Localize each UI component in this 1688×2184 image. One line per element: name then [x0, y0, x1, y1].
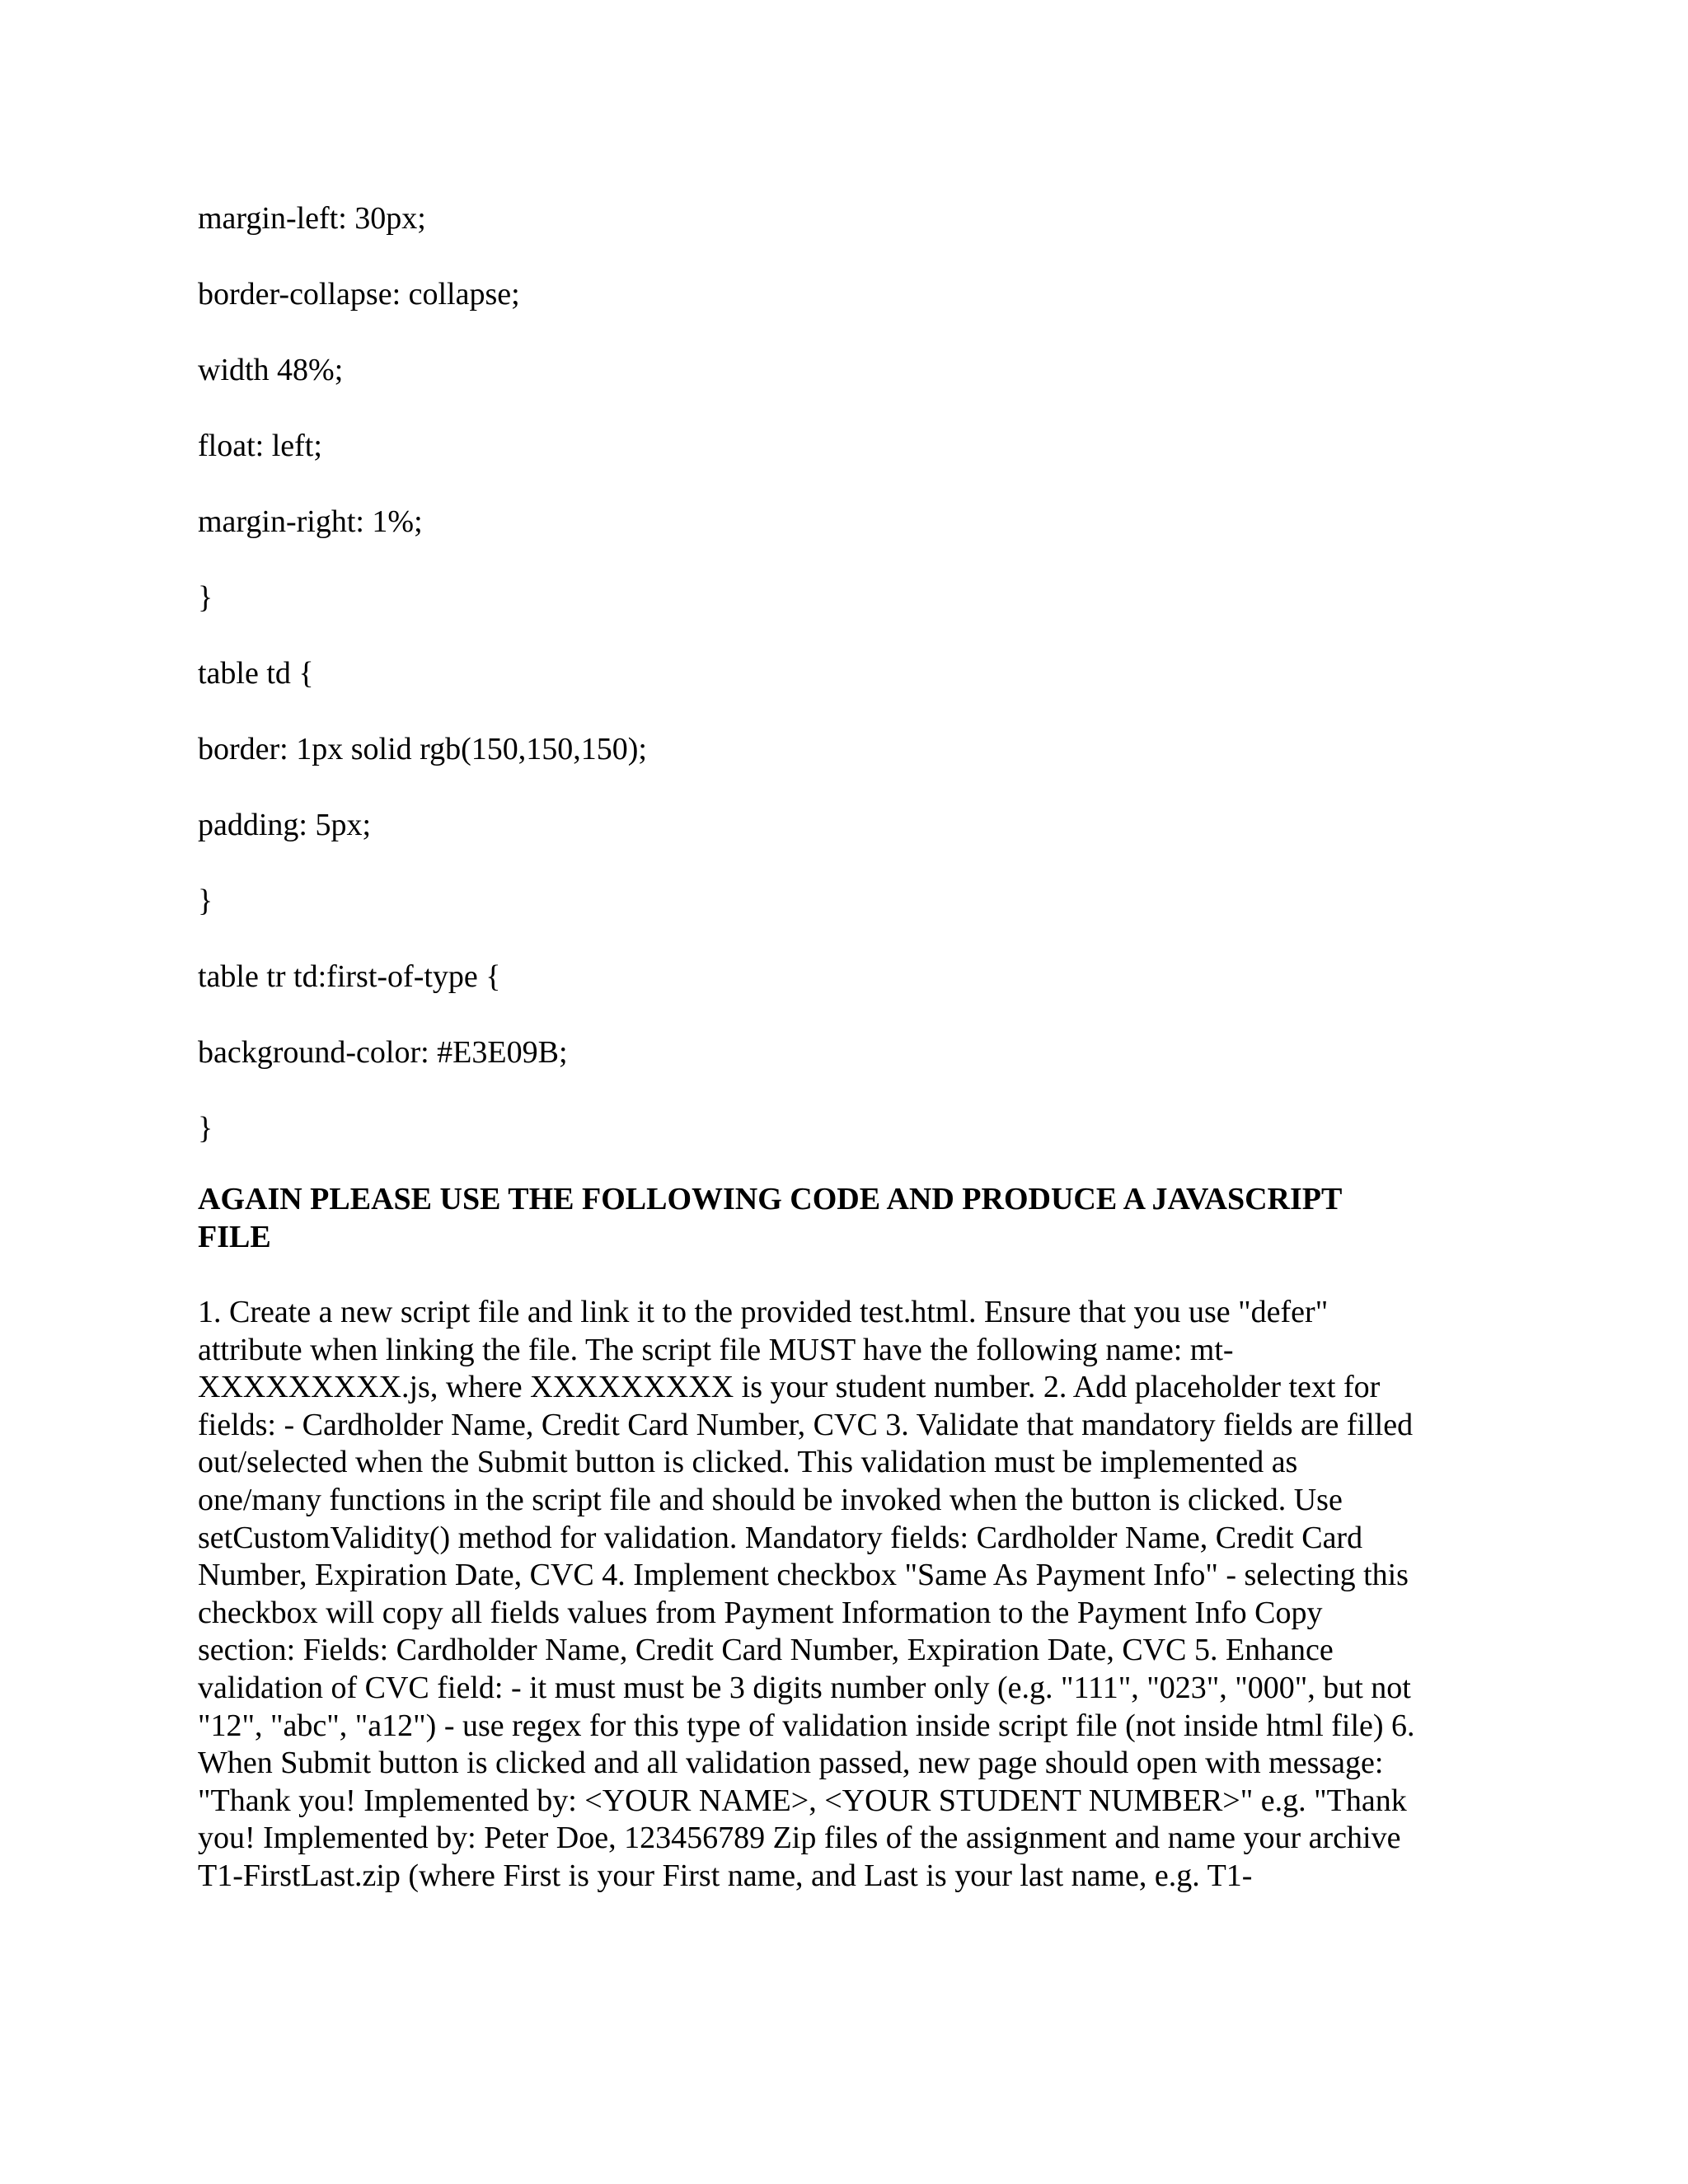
paragraph-line: 1. Create a new script file and link it to the provided test.html. Ensure that you use "defer" — [198, 1295, 1329, 1329]
paragraph-line: setCustomValidity() method for validation. Mandatory fields: Cardholder Name, Credit Card — [198, 1520, 1363, 1555]
code-line: } — [198, 1111, 213, 1146]
section-heading — [198, 1180, 1484, 1256]
code-line: border-collapse: collapse; — [198, 277, 520, 312]
paragraph-line: attribute when linking the file. The script file MUST have the following name: mt- — [198, 1332, 1234, 1367]
code-line: border: 1px solid rgb(150,150,150); — [198, 732, 647, 766]
code-line: } — [198, 883, 213, 918]
paragraph-line: T1-FirstLast.zip (where First is your First name, and Last is your last name, e.g. T1- — [198, 1858, 1253, 1893]
heading-line: AGAIN PLEASE USE THE FOLLOWING CODE AND PRODUCE A JAVASCRIPT — [198, 1182, 1343, 1216]
code-line: margin-right: 1%; — [198, 504, 423, 539]
heading-line: FILE — [198, 1220, 271, 1254]
code-line: table tr td:first-of-type { — [198, 959, 501, 994]
code-line: } — [198, 580, 213, 615]
code-line: table td { — [198, 656, 314, 691]
code-line: padding: 5px; — [198, 808, 372, 842]
code-line: background-color: #E3E09B; — [198, 1035, 568, 1070]
paragraph-line: Number, Expiration Date, CVC 4. Implement checkbox "Same As Payment Info" - selecting this — [198, 1558, 1409, 1593]
paragraph-line: one/many functions in the script file and should be invoked when the button is clicked. Use — [198, 1482, 1343, 1517]
paragraph-line: out/selected when the Submit button is clicked. This validation must be implemented as — [198, 1445, 1298, 1480]
code-line: width 48%; — [198, 353, 344, 387]
paragraph-line: section: Fields: Cardholder Name, Credit Card Number, Expiration Date, CVC 5. Enhance — [198, 1633, 1334, 1668]
paragraph-line: validation of CVC field: - it must must be 3 digits number only (e.g. "111", "023", "000", but not — [198, 1670, 1411, 1705]
code-line: float: left; — [198, 429, 322, 463]
code-line: margin-left: 30px; — [198, 201, 426, 236]
instructions-paragraph — [198, 1294, 1484, 1896]
paragraph-line: When Submit button is clicked and all validation passed, new page should open with message: — [198, 1746, 1384, 1781]
paragraph-line: XXXXXXXXX.js, where XXXXXXXXX is your student number. 2. Add placeholder text for — [198, 1370, 1381, 1405]
paragraph-line: "Thank you! Implemented by: <YOUR NAME>, <YOUR STUDENT NUMBER>" e.g. "Thank — [198, 1783, 1407, 1818]
paragraph-line: "12", "abc", "a12") - use regex for this type of validation inside script file (not inside html file) 6. — [198, 1708, 1415, 1743]
paragraph-line: checkbox will copy all fields values from Payment Information to the Payment Info Copy — [198, 1595, 1323, 1630]
paragraph-line: you! Implemented by: Peter Doe, 123456789 Zip files of the assignment and name your archive — [198, 1821, 1401, 1856]
paragraph-line: fields: - Cardholder Name, Credit Card Number, CVC 3. Validate that mandatory fields are filled — [198, 1407, 1414, 1442]
